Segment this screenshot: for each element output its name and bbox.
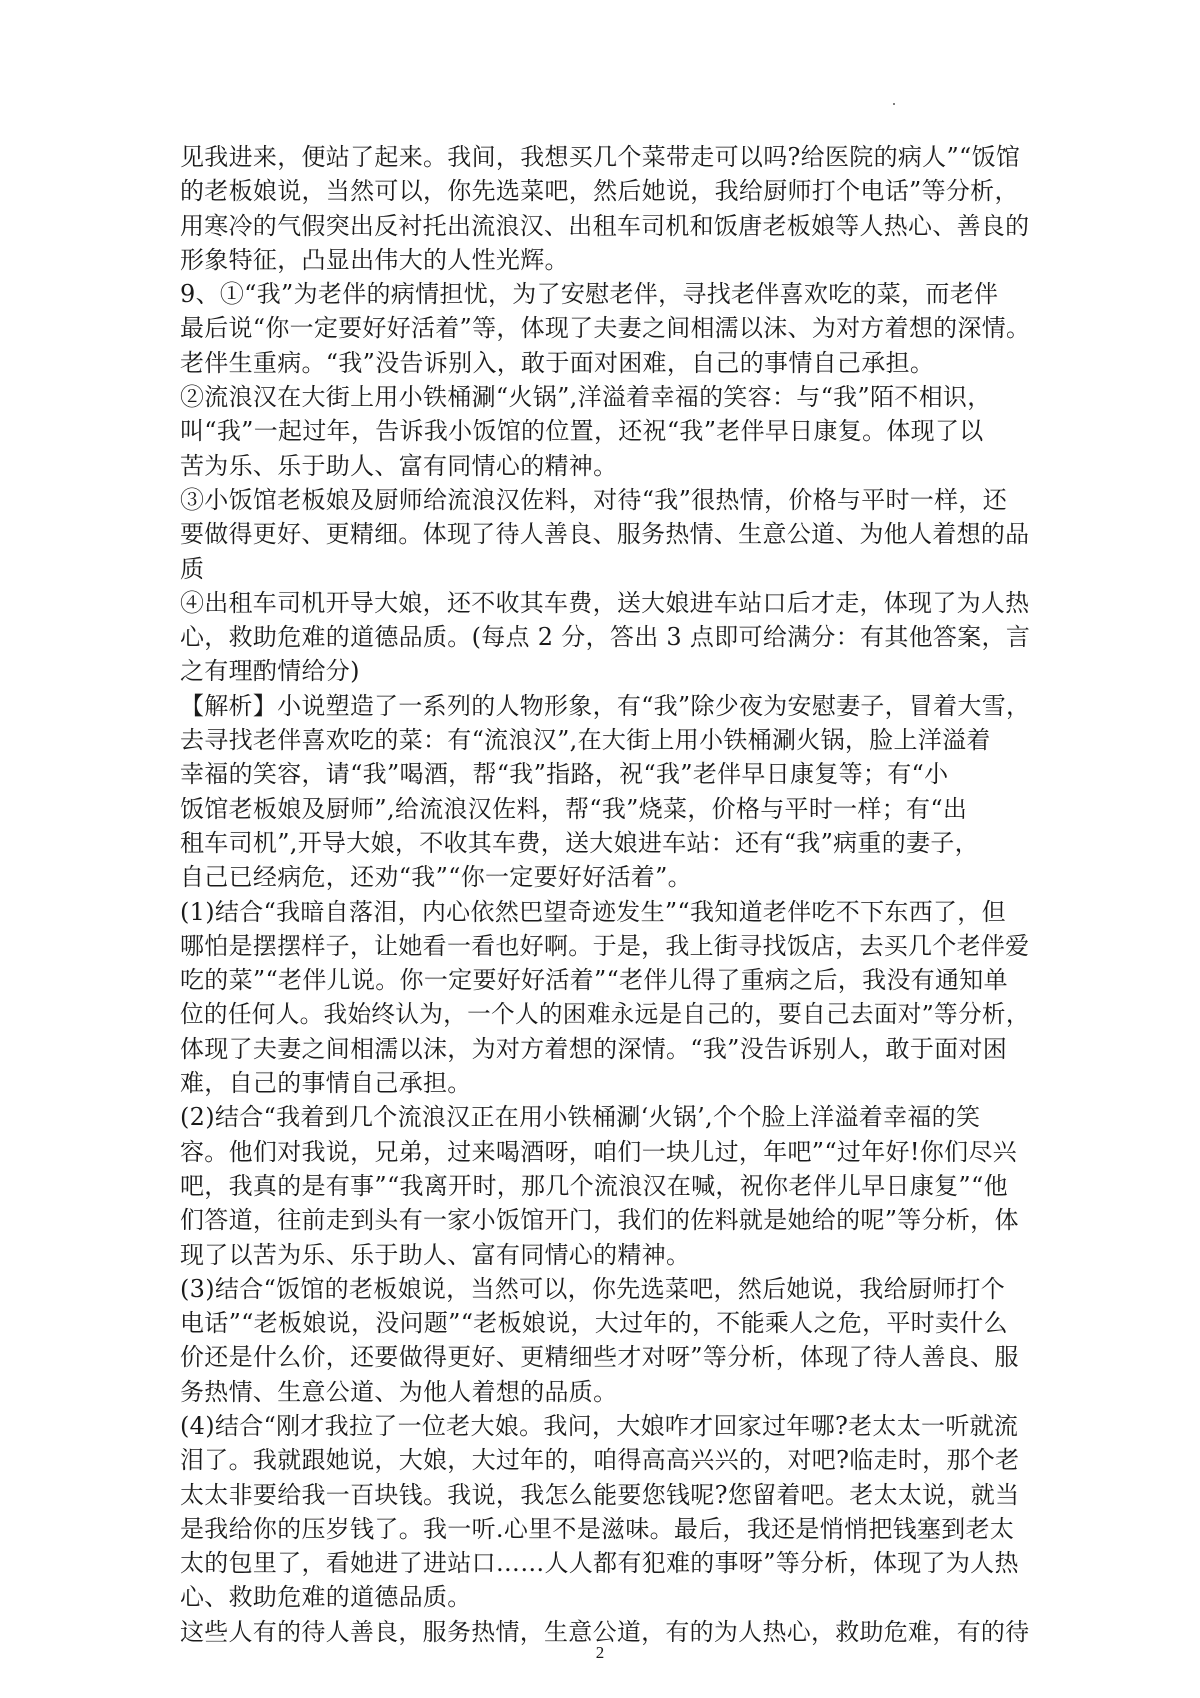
- text-line: 叫“我”一起过年，告诉我小饭馆的位置，还祝“我”老伴早日康复。体现了以: [180, 417, 984, 446]
- text-line: 是我给你的压岁钱了。我一听.心里不是滋味。最后，我还是悄悄把钱塞到老太: [180, 1514, 1015, 1543]
- text-line: (3)结合“饭馆的老板娘说，当然可以，你先选菜吧，然后她说，我给厨师打个: [180, 1274, 1006, 1303]
- text-line: 位的任何人。我始终认为，一个人的困难永远是自己的，要自己去面对”等分析，: [180, 1000, 1030, 1029]
- text-line: 心，救助危难的道德品质。(每点 2 分，答出 3 点即可给满分：有其他答案，言: [180, 623, 1030, 652]
- text-line: 价还是什么价，还要做得更好、更精细些才对呀”等分析，体现了待人善良、服: [180, 1343, 1019, 1372]
- text-line: 容。他们对我说，兄弟，过来喝酒呀，咱们一块儿过，年吧”“过年好!你们尽兴: [180, 1137, 1017, 1166]
- text-line: 要做得更好、更精细。体现了待人善良、服务热情、生意公道、为他人着想的品: [180, 520, 1030, 549]
- text-line: ④出租车司机开导大娘，还不收其车费，送大娘进车站口后才走，体现了为人热: [180, 588, 1030, 617]
- text-line: (4)结合“刚才我拉了一位老大娘。我问，大娘咋才回家过年哪?老太太一听就流: [180, 1411, 1019, 1440]
- text-line: 们答道，往前走到头有一家小饭馆开门，我们的佐料就是她给的呢”等分析，体: [180, 1206, 1019, 1235]
- text-line: 泪了。我就跟她说，大娘，大过年的，咱得高高兴兴的，对吧?临走时，那个老: [180, 1446, 1020, 1475]
- text-line: 务热情、生意公道、为他人着想的品质。: [180, 1377, 618, 1406]
- text-line: 自己已经病危，还劝“我”“你一定要好好活着”。: [180, 863, 692, 892]
- text-line: 体现了夫妻之间相濡以沫，为对方着想的深情。“我”没告诉别人，敢于面对困: [180, 1034, 1008, 1063]
- text-line: (1)结合“我暗自落泪，内心依然巴望奇迹发生”“我知道老伴吃不下东西了，但: [180, 897, 1006, 926]
- text-line: 苦为乐、乐于助人、富有同情心的精神。: [180, 451, 618, 480]
- text-line: 饭馆老板娘及厨师”,给流浪汉佐料，帮“我”烧菜，价格与平时一样；有“出: [180, 794, 968, 823]
- text-line: 这些人有的待人善良，服务热情，生意公道，有的为人热心，救助危难，有的待: [180, 1617, 1030, 1646]
- text-line: 之有理酌情给分): [180, 657, 360, 686]
- text-line: ③小饭馆老板娘及厨师给流浪汉佐料，对待“我”很热情，价格与平时一样，还: [180, 485, 1008, 514]
- page-number: 2: [595, 1643, 605, 1662]
- text-line: 难，自己的事情自己承担。: [180, 1069, 472, 1098]
- text-line: 现了以苦为乐、乐于助人、富有同情心的精神。: [180, 1240, 691, 1269]
- text-line: 质: [180, 554, 205, 583]
- text-line: 去寻找老伴喜欢吃的菜：有“流浪汉”,在大街上用小铁桶涮火锅，脸上洋溢着: [180, 726, 991, 755]
- text-line: ②流浪汉在大街上用小铁桶涮“火锅”,洋溢着幸福的笑容：与“我”陌不相识，: [180, 383, 992, 412]
- text-line: 的老板娘说，当然可以，你先选菜吧，然后她说，我给厨师打个电话”等分析，: [180, 177, 1019, 206]
- text-line: 电话”“老板娘说，没问题”“老板娘说，大过年的，不能乘人之危，平时卖什么: [180, 1309, 1008, 1338]
- text-line: (2)结合“我着到几个流浪汉正在用小铁桶涮‘火锅’,个个脸上洋溢着幸福的笑: [180, 1103, 981, 1132]
- text-line: 老伴生重病。“我”没告诉别入，敢于面对困难，自己的事情自己承担。: [180, 348, 935, 377]
- text-line: 吃的菜”“老伴儿说。你一定要好好活着”“老伴儿得了重病之后，我没有通知单: [180, 966, 1008, 995]
- text-line: 形象特征，凸显出伟大的人性光辉。: [180, 245, 569, 274]
- body-text: [180, 140, 1030, 1649]
- text-line: 幸福的笑容，请“我”喝酒，帮“我”指路，祝“我”老伴早日康复等；有“小: [180, 760, 949, 789]
- text-line: 最后说“你一定要好好活着”等，体现了夫妻之间相濡以沫、为对方着想的深情。: [180, 314, 1030, 343]
- text-line: 见我进来，便站了起来。我间，我想买几个菜带走可以吗?给医院的病人”“饭馆: [180, 143, 1021, 171]
- text-line: 太的包里了，看她进了进站口……人人都有犯难的事呀”等分析，体现了为人热: [180, 1549, 1019, 1578]
- text-line: 租车司机”,开导大娘，不收其车费，送大娘进车站：还有“我”病重的妻子，: [180, 828, 979, 857]
- text-line: 心、救助危难的道德品质。: [180, 1583, 472, 1612]
- text-line: 太太非要给我一百块钱。我说，我怎么能要您钱呢?您留着吧。老太太说，就当: [180, 1480, 1020, 1509]
- text-line: 用寒冷的气假突出反衬托出流浪汉、出租车司机和饭唐老板娘等人热心、善良的: [180, 211, 1030, 240]
- text-line: 哪怕是摆摆样子，让她看一看也好啊。于是，我上街寻找饭店，去买几个老伴爱: [180, 931, 1030, 960]
- text-line: 【解析】小说塑造了一系列的人物形象，有“我”除少夜为安慰妻子，冒着大雪，: [180, 691, 1030, 720]
- scan-speck: [893, 103, 895, 105]
- text-line: 9、①“我”为老伴的病情担忧，为了安慰老伴，寻找老伴喜欢吃的菜，而老伴: [180, 280, 999, 309]
- text-line: 吧，我真的是有事”“我离开时，那几个流浪汉在喊，祝你老伴儿早日康复”“他: [180, 1171, 1008, 1200]
